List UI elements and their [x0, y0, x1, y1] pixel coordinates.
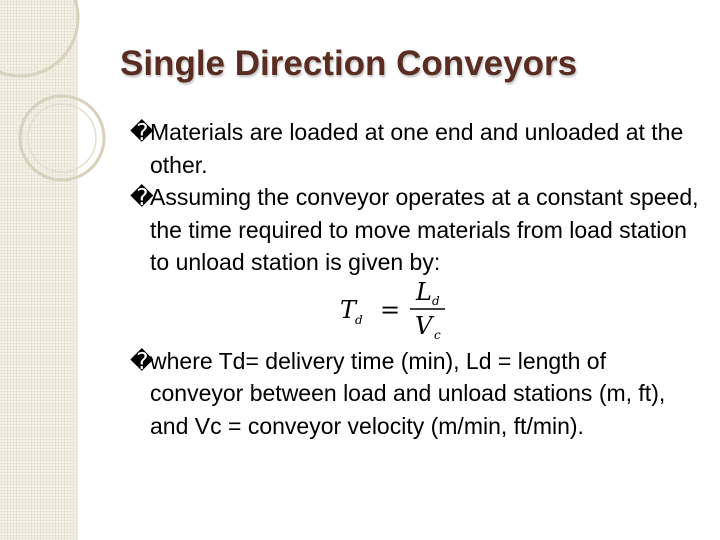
- formula-equals: =: [380, 296, 401, 324]
- bullet-item-2: [130, 181, 700, 279]
- bullet-marker: �: [130, 184, 154, 210]
- bullet-text-3: where Td= delivery time (min), Ld = length of conveyor between load and unload stations (m, ft), and Vc = conveyor velocity (m/min, ft/min).: [150, 347, 666, 439]
- decorative-rings: [0, 0, 130, 200]
- formula-lhs: T: [340, 296, 357, 324]
- formula-lhs-sub: d: [355, 313, 363, 327]
- delivery-time-formula: [338, 278, 448, 342]
- formula-numerator: L: [416, 278, 432, 306]
- ring-lower-inner: [28, 104, 96, 172]
- bullet-text-2: Assuming the conveyor operates at a constant speed, the time required to move materials from load station to unload station is given by:: [150, 184, 699, 275]
- slide-title: Single Direction Conveyors: [120, 44, 578, 83]
- formula-numerator-sub: d: [432, 294, 440, 308]
- bullet-marker: �: [130, 119, 154, 145]
- formula-denominator-sub: c: [434, 328, 441, 342]
- formula-denominator: V: [415, 312, 433, 340]
- ring-outer: [0, 0, 78, 76]
- bullet-item-1: [130, 116, 700, 181]
- bullet-item-3: [130, 345, 700, 443]
- ring-lower: [20, 96, 104, 180]
- bullet-text-1: Materials are loaded at one end and unloaded at the other.: [150, 119, 684, 178]
- bullet-marker: �: [130, 347, 154, 374]
